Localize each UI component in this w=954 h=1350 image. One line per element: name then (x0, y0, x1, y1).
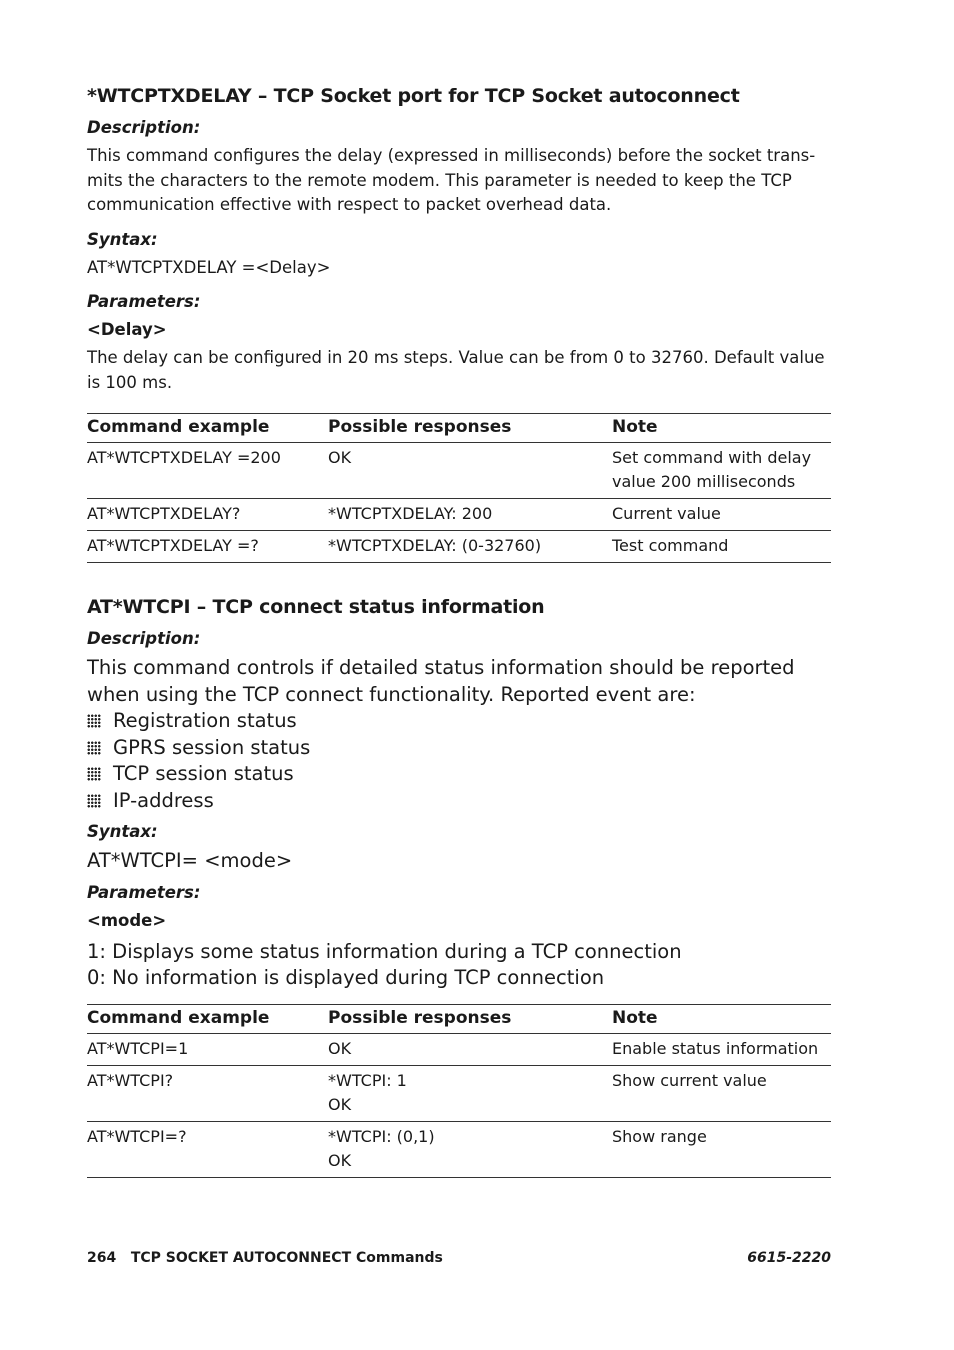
table-cell: *WTCPI: (0,1) OK (328, 1121, 612, 1177)
section1-parameters-label: Parameters: (87, 292, 201, 311)
table-cell: AT*WTCPTXDELAY =? (87, 531, 328, 563)
section1-syntax-label: Syntax: (87, 229, 158, 249)
list-item-label: Registration status (113, 709, 297, 732)
table-header: Possible responses (328, 1004, 612, 1033)
command-table-wtcptxdelay (87, 413, 831, 563)
section2-param-value: 1: Displays some status information during a TCP connection (87, 939, 682, 963)
table-cell: AT*WTCPTXDELAY =200 (87, 443, 328, 499)
table-cell: Test command (612, 531, 831, 563)
footer-document-number: 6615-2220 (747, 1250, 831, 1266)
section1-title: *WTCPTXDELAY – TCP Socket port for TCP Socket autoconnect (87, 85, 740, 107)
table-cell: Show range (612, 1121, 831, 1177)
section2-title: AT*WTCPI – TCP connect status information (87, 596, 545, 618)
section2-param-name: <mode> (87, 910, 167, 930)
section2-syntax-label: Syntax: (87, 822, 158, 841)
section2-syntax: AT*WTCPI= <mode> (87, 849, 293, 872)
table-cell: Current value (612, 499, 831, 531)
page-content (87, 82, 831, 1178)
table-cell: *WTCPTXDELAY: (0-32760) (328, 531, 612, 563)
section2-param-value: 0: No information is displayed during TCP connection (87, 966, 605, 989)
section1-param-desc: The delay can be configured in 20 ms steps. Value can be from 0 to 32760. Default value is 100 ms. (87, 348, 825, 392)
section1-syntax: AT*WTCPTXDELAY =<Delay> (87, 257, 331, 277)
table-header: Command example (87, 414, 328, 443)
table-header: Note (612, 1004, 831, 1033)
table-cell: Enable status information (612, 1033, 831, 1065)
section2-description-label: Description: (87, 629, 201, 648)
table-row (87, 1121, 831, 1177)
table-cell: OK (328, 443, 612, 499)
footer-page-and-chapter: 264 TCP SOCKET AUTOCONNECT Commands (87, 1250, 443, 1266)
grid-bullet-icon (87, 794, 101, 808)
section1-param-name: <Delay> (87, 320, 167, 339)
list-item (87, 708, 831, 735)
list-item (87, 761, 831, 788)
table-cell: Set command with delay value 200 milliseconds (612, 443, 831, 499)
table-cell: *WTCPI: 1 OK (328, 1065, 612, 1121)
list-item-label: IP-address (113, 788, 214, 812)
command-table-wtcpi (87, 1004, 831, 1178)
table-row (87, 443, 831, 499)
table-header: Command example (87, 1004, 328, 1033)
list-item-label: TCP session status (113, 762, 294, 785)
table-row (87, 1065, 831, 1121)
section2-description: This command controls if detailed status information should be reported when using the TCP connect functionality. Reported event are: (87, 656, 795, 706)
table-row (87, 499, 831, 531)
section1-description-label: Description: (87, 118, 201, 137)
table-cell: AT*WTCPTXDELAY? (87, 499, 328, 531)
table-header: Note (612, 414, 831, 443)
table-cell: *WTCPTXDELAY: 200 (328, 499, 612, 531)
section2-parameters-label: Parameters: (87, 882, 201, 902)
event-list (87, 708, 831, 814)
table-cell: AT*WTCPI=1 (87, 1033, 328, 1065)
page-footer (87, 1250, 831, 1266)
grid-bullet-icon (87, 767, 101, 781)
table-cell: AT*WTCPI=? (87, 1121, 328, 1177)
table-row (87, 1033, 831, 1065)
grid-bullet-icon (87, 741, 101, 755)
list-item (87, 735, 831, 762)
table-header: Possible responses (328, 414, 612, 443)
table-cell: OK (328, 1033, 612, 1065)
table-cell: Show current value (612, 1065, 831, 1121)
list-item-label: GPRS session status (113, 735, 311, 759)
list-item (87, 788, 831, 815)
section1-description: This command configures the delay (expressed in milliseconds) before the socket trans- mits the characters to the remote modem. This parameter is needed to keep the TCP communication effective with respect to packet overhead data. (87, 146, 816, 214)
table-cell: AT*WTCPI? (87, 1065, 328, 1121)
grid-bullet-icon (87, 714, 101, 728)
table-row (87, 531, 831, 563)
